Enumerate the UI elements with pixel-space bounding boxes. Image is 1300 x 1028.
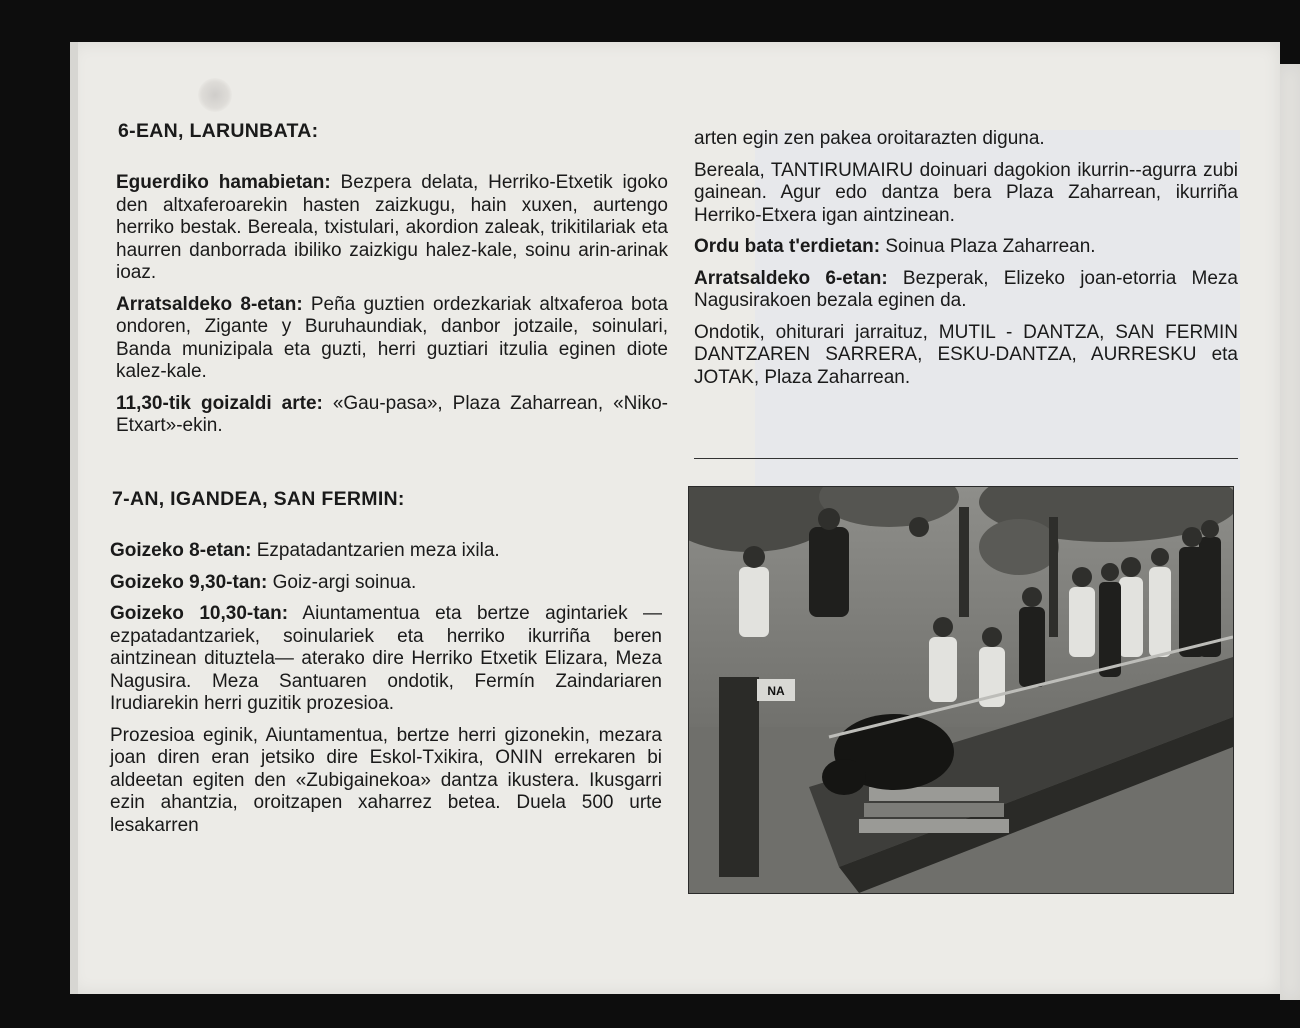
entry-text: arten egin zen pakea oroitarazten diguna. [694,128,1045,149]
entry-time: Eguerdiko hamabietan: [116,172,331,193]
section-heading-saturday: 6-EAN, LARUNBATA: [118,120,319,142]
program-entry [694,236,1238,259]
program-entry [694,160,1238,228]
program-entry [116,294,668,384]
facing-page-edge [1280,64,1300,1000]
entry-time: Arratsaldeko 8-etan: [116,293,303,315]
entry-text: Bereala, TANTIRUMAIRU doinuari dagokion ikurrin--agurra zubi gainean. Agur edo dantza bera Plaza Zaharrean, ikurriña Herriko-Etxera igan aintzinean. [694,159,1238,226]
program-entry [110,725,662,838]
page-stain [198,78,232,112]
entry-time: Arratsaldeko 6-etan: [694,267,888,289]
sunday-program-continued [694,128,1238,398]
entry-text: Goiz-argi soinua. [267,571,417,593]
entry-text: Aiuntamentua eta bertze agintariek —ezpatadantzariek, soinulariek eta herriko ikurriña beren aintzinean dituztela— aterako dire Herriko Etxetik Elizara, Meza Nagusira. Meza Santuaren ondotik, Fermín Zaindariaren Irudiarekin herri guzitik prozesioa. [110,603,662,714]
program-entry [110,572,662,595]
program-entry [694,322,1238,390]
entry-text: «Gau-pasa», Plaza Zaharrean, «Niko-Etxart»-ekin. [116,392,668,436]
section-heading-sunday: 7-AN, IGANDEA, SAN FERMIN: [112,488,405,510]
entry-text: Prozesioa eginik, Aiuntamentua, bertze herri gizonekin, mezara joan diren eran jetsiko dire Eskol-Txikira, ONIN errekaren bi aldeetan egiten den «Zubigainekoa» dantza ikustera. Ikusgarri ezin ahantzia, oroitzapen xaharrez betea. Duela 500 urte lesakarren [110,724,662,836]
entry-text: Ondotik, ohiturari jarraituz, MUTIL - DANTZA, SAN FERMIN DANTZAREN SARRERA, ESKU-DANTZA, AURRESKU eta JOTAK, Plaza Zaharrean. [694,321,1238,388]
entry-time: Goizeko 9,30-tan: [110,571,268,593]
festival-photo [688,486,1234,894]
program-entry [110,540,662,563]
entry-time: 11,30-tik goizaldi arte: [116,392,323,414]
entry-time: Goizeko 8-etan: [110,540,252,561]
photo-sign-text: NA [767,684,785,698]
entry-text: Peña guztien ordezkariak altxaferoa bota ondoren, Zigante y Buruhaundiak, danbor jotzaile, soinulari, Banda munizipala eta guzti, herri guztiari itzulia eginen diote kalez-kale. [116,293,668,382]
program-entry [116,393,668,438]
entry-text: Bezperak, Elizeko joan-etorria Meza Nagusirakoen bezala eginen da. [694,267,1238,311]
program-entry [110,603,662,716]
entry-text: Ezpatadantzarien meza ixila. [251,540,500,561]
entry-time: Goizeko 10,30-tan: [110,603,289,624]
program-entry [694,268,1238,313]
sunday-program [110,540,662,846]
page-gutter [70,42,78,994]
entry-text: Soinua Plaza Zaharrean. [880,236,1096,257]
entry-text: Bezpera delata, Herriko-Etxetik igoko den altxaferoarekin hasten zaizkugu, hain xuxen, aurtengo herriko bestak. Bereala, txistulari, akordion zaleak, trikitilariak eta haurren danborrada ibiliko zaizkigu halez-kale, soinu arin-arinak ioaz. [116,172,668,283]
festival-photo-illustration [689,487,1233,893]
saturday-program [116,172,668,447]
program-entry [116,172,668,285]
entry-time: Ordu bata t'erdietan: [694,236,881,257]
section-divider [694,458,1238,459]
program-entry [694,128,1238,151]
